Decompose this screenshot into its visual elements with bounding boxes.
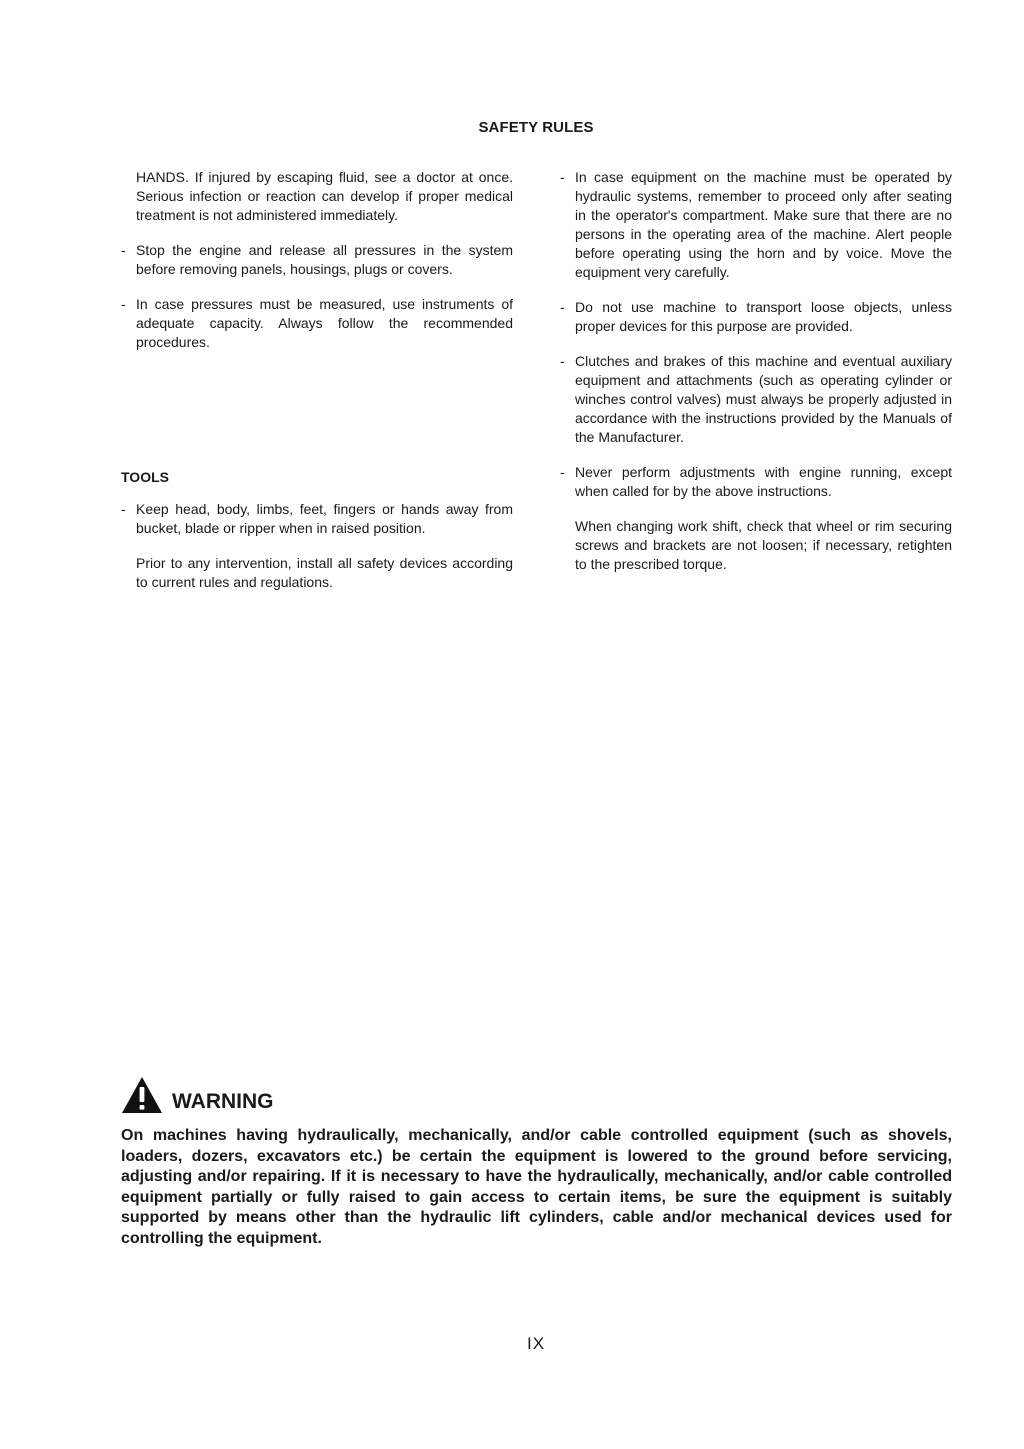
list-item [121, 241, 513, 279]
list-item-text: In case pressures must be measured, use instruments of adequate capacity. Always follow the recommended procedures. [136, 296, 513, 350]
right-column [560, 168, 952, 574]
dash-bullet: - [560, 464, 565, 480]
warning-box [121, 1076, 952, 1250]
tools-note: Prior to any intervention, install all safety devices according to current rules and regulations. [136, 555, 513, 590]
list-item-text: Stop the engine and release all pressures in the system before removing panels, housings, plugs or covers. [136, 242, 513, 277]
warning-text: On machines having hydraulically, mechanically, and/or cable controlled equipment (such as shovels, loaders, dozers, excavators etc.) be certain the equipment is lowered to the ground before servicing, adjusting and/or repairing. If it is necessary to have the hydraulically, mechanically, and/or cable controlled equipment partially or fully raised to gain access to certain items, be sure the equipment is suitably supported by means other than the hydraulic lift cylinders, cable and/or mechanical devices used for controlling the equipment. [121, 1127, 952, 1247]
list-item [560, 298, 952, 336]
list-item [121, 500, 513, 538]
list-item-text: Do not use machine to transport loose objects, unless proper devices for this purpose are provided. [575, 299, 952, 334]
hands-paragraph: HANDS. If injured by escaping fluid, see a doctor at once. Serious infection or reaction can develop if proper medical treatment is not administered immediately. [136, 169, 513, 223]
list-item [560, 463, 952, 501]
left-column [121, 168, 513, 352]
warning-title: WARNING [172, 1090, 274, 1113]
tools-section [121, 500, 513, 592]
tools-heading: TOOLS [121, 469, 169, 485]
list-item [560, 352, 952, 447]
warning-triangle-icon [121, 1076, 163, 1114]
list-item [560, 168, 952, 282]
dash-bullet: - [560, 299, 565, 315]
page-title: SAFETY RULES [478, 119, 594, 136]
shift-note: When changing work shift, check that wheel or rim securing screws and brackets are not loosen; if necessary, retighten to the prescribed torque. [575, 518, 952, 572]
dash-bullet: - [560, 169, 565, 185]
dash-bullet: - [121, 296, 126, 312]
dash-bullet: - [560, 353, 565, 369]
list-item-text: Clutches and brakes of this machine and eventual auxiliary equipment and attachments (such as operating cylinder or winches control valves) must always be properly adjusted in accordance with the instructions provided by the Manuals of the Manufacturer. [575, 353, 952, 445]
list-item-text: Never perform adjustments with engine running, except when called for by the above instructions. [575, 464, 952, 499]
warning-header [121, 1076, 952, 1114]
page-number: IX [526, 1334, 546, 1353]
dash-bullet: - [121, 501, 126, 517]
list-item [121, 295, 513, 352]
list-item-text: Keep head, body, limbs, feet, fingers or hands away from bucket, blade or ripper when in raised position. [136, 501, 513, 536]
dash-bullet: - [121, 242, 126, 258]
list-item-text: In case equipment on the machine must be operated by hydraulic systems, remember to proceed only after seating in the operator's compartment. Make sure that there are no persons in the operating area of the machine. Alert people before operating using the horn and by voice. Move the equipment very carefully. [575, 169, 952, 280]
